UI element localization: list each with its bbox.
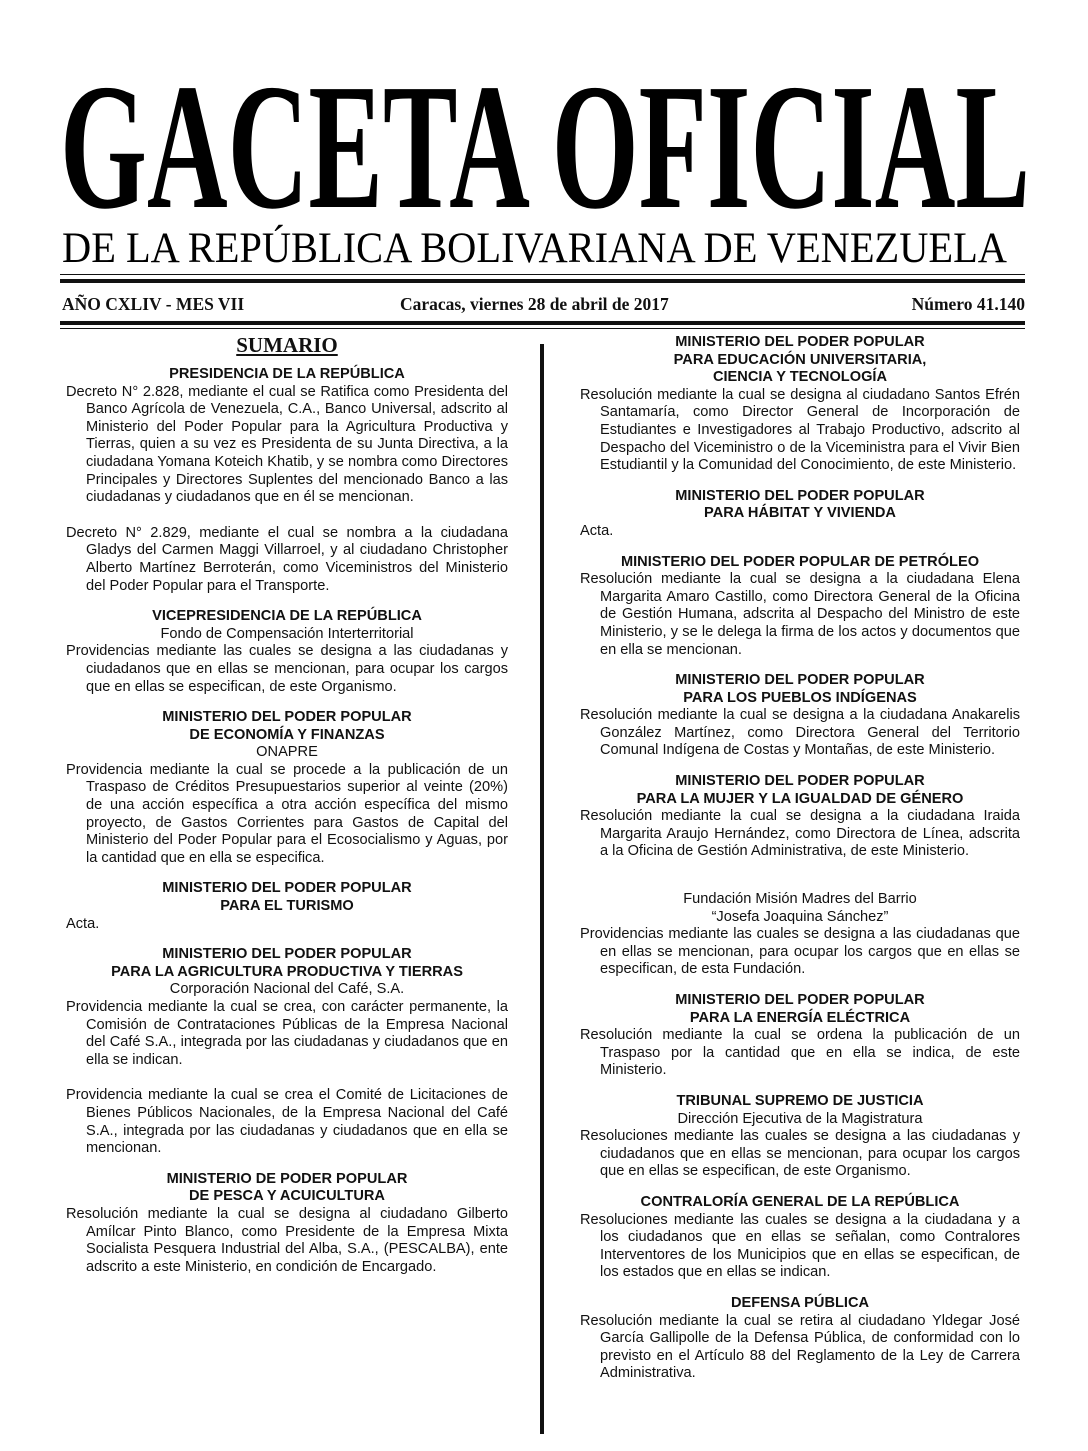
issue-line: [62, 294, 1025, 318]
section-indigenas: [580, 672, 1020, 760]
section-entry: Resolución mediante la cual se ordena la publicación de un Traspaso por la cantidad que en ella se indica, de este Ministerio.: [580, 1027, 1020, 1079]
section-entry: Acta.: [66, 915, 100, 932]
section-entry: Resolución mediante la cual se designa a la ciudadana Anakarelis González Martínez, como Directora General del Territorio Comunal Indígena de Costas y Montañas, de este Ministerio.: [580, 707, 1020, 759]
section-subheading: Dirección Ejecutiva de la Magistratura: [677, 1110, 923, 1127]
section-heading: PARA HÁBITAT Y VIVIENDA: [704, 505, 896, 522]
section-entry: Decreto N° 2.828, mediante el cual se Ratifica como Presidenta del Banco Agrícola de Venezuela, C.A., Banco Universal, adscrito al Ministerio del Poder Popular para la Agricultura Productiva y Tierras, quien a su vez es Presidenta de su Junta Directiva, a la ciudadana Yomana Koteich Khatib, y se nombra como Directores Principales y Directores Suplentes del mencionado Banco a las ciudadanas y ciudadanos que en él se mencionan.: [66, 383, 508, 506]
section-entry: Providencias mediante las cuales se designa a las ciudadanas y ciudadanos que en ellas se mencionan, para ocupar los cargos que en ellas se especifican, de este Organismo.: [66, 643, 508, 695]
section-heading: VICEPRESIDENCIA DE LA REPÚBLICA: [152, 608, 422, 625]
section-subheading: Fondo de Compensación Interterritorial: [160, 625, 414, 642]
masthead-title-text: GACETA OFICIAL: [60, 52, 1030, 232]
section-heading: MINISTERIO DEL PODER POPULAR: [162, 709, 412, 726]
issue-year-month: AÑO CXLIV - MES VII: [62, 294, 245, 314]
section-entry: Resoluciones mediante las cuales se designa a las ciudadanas y ciudadanos que en ellas se mencionan, para ocupar los cargos que en ellas se especifican, de este Organismo.: [580, 1128, 1020, 1180]
section-agricultura: [66, 946, 508, 1158]
masthead-subtitle-text: DE LA REPÚBLICA BOLIVARIANA DE VENEZUELA: [62, 225, 1007, 272]
section-entry: Resolución mediante la cual se retira al ciudadano Yldegar José García Gallipolle de la Defensa Pública, de conformidad con lo previsto en el Artículo 88 del Reglamento de la Ley de Carrera Administrativa.: [580, 1312, 1020, 1382]
section-educacion: [580, 334, 1020, 475]
section-heading: MINISTERIO DEL PODER POPULAR: [162, 880, 412, 897]
section-entry: Resolución mediante la cual se designa al ciudadano Gilberto Amílcar Pinto Blanco, como Presidente de la Empresa Mixta Socialista Pesquera Industrial del Alba, S.A., (PESCALBA), ente adscrito a este Ministerio, en condición de Encargado.: [66, 1205, 508, 1275]
section-heading: CIENCIA Y TECNOLOGÍA: [712, 369, 888, 386]
section-heading: MINISTERIO DEL PODER POPULAR: [675, 672, 925, 689]
section-subheading: Fundación Misión Madres del Barrio: [683, 891, 917, 908]
section-tsj: [580, 1093, 1020, 1181]
section-heading: MINISTERIO DEL PODER POPULAR: [675, 992, 925, 1008]
section-heading: PRESIDENCIA DE LA REPÚBLICA: [169, 366, 405, 382]
section-entry: Providencias mediante las cuales se designa a las ciudadanas que en ellas se mencionan, para ocupar los cargos que en ellas se especifican, de esta Fundación.: [580, 926, 1020, 978]
section-heading: CONTRALORÍA GENERAL DE LA REPÚBLICA: [640, 1193, 960, 1210]
section-energia: [580, 992, 1020, 1080]
section-entry: Resoluciones mediante las cuales se designa a la ciudadana y a los ciudadanos que en ellas se señalan, como Contralores Interventores de los Municipios que en ellas se especifican, de los estados que en ellas se indican.: [580, 1211, 1020, 1281]
section-entry: Resolución mediante la cual se designa al ciudadano Santos Efrén Santamaría, como Director General de Incorporación de Estudiantes e Investigadores al Trabajo Productivo, adscrito al Despacho del Viceministro o de la Viceministra para el Vivir Bien Estudiantil y la Comunidad del Conocimiento, de este Ministerio.: [580, 386, 1020, 474]
section-turismo: [66, 880, 508, 933]
section-entry: Providencia mediante la cual se crea, con carácter permanente, la Comisión de Contrataciones Públicas de la Empresa Nacional del Café S.A., integrada por las ciudadanas y ciudadanos que en ella se indican.: [66, 999, 508, 1068]
section-heading: TRIBUNAL SUPREMO DE JUSTICIA: [676, 1092, 924, 1109]
section-heading: DE PESCA Y ACUICULTURA: [189, 1188, 385, 1205]
section-entry: Resolución mediante la cual se designa a la ciudadana Iraida Margarita Araujo Hernández, como Directora de Línea, adscrita a la Oficina de Gestión Administrativa, de este Ministerio.: [580, 808, 1020, 860]
section-entry: Decreto N° 2.829, mediante el cual se nombra a la ciudadana Gladys del Carmen Maggi Villarroel, y al ciudadano Christopher Alberto Martínez Berroterán, como Viceministros del Ministerio del Poder Popular para el Transporte.: [66, 524, 508, 594]
section-entry: Providencia mediante la cual se crea el Comité de Licitaciones de Bienes Públicos Nacionales, de la Empresa Nacional del Café S.A., integrada por las ciudadanas y ciudadanos que en ella se mencionan.: [66, 1087, 508, 1157]
section-contraloria: [580, 1194, 1020, 1282]
section-heading: PARA LA AGRICULTURA PRODUCTIVA Y TIERRAS: [111, 963, 463, 980]
section-heading: MINISTERIO DEL PODER POPULAR: [675, 487, 925, 504]
section-heading: PARA EDUCACIÓN UNIVERSITARIA,: [673, 351, 927, 368]
section-heading: PARA EL TURISMO: [220, 898, 354, 915]
section-heading: MINISTERIO DEL PODER POPULAR: [675, 334, 925, 350]
section-heading: PARA LA MUJER Y LA IGUALDAD DE GÉNERO: [636, 790, 964, 807]
section-heading: DE ECONOMÍA Y FINANZAS: [189, 726, 385, 743]
section-heading: PARA LOS PUEBLOS INDÍGENAS: [683, 689, 917, 706]
section-petroleo: [580, 554, 1020, 660]
section-heading: MINISTERIO DE PODER POPULAR: [166, 1170, 408, 1187]
section-subheading: “Josefa Joaquina Sánchez”: [711, 908, 889, 925]
summary-title: SUMARIO: [236, 333, 338, 357]
section-heading: MINISTERIO DEL PODER POPULAR: [162, 946, 412, 963]
section-heading: PARA LA ENERGÍA ELÉCTRICA: [689, 1009, 911, 1026]
masthead-rule-bottom: [60, 279, 1025, 283]
section-entry: Providencia mediante la cual se procede a la publicación de un Traspaso de Créditos Presupuestarios superior al veinte (20%) de una acción específica a otra acción específica del mismo proyecto, de Gastos Corrientes para Gastos de Capital del Ministerio del Poder Popular para el Ecosocialismo y Aguas, por la cantidad que en ella se especifica.: [66, 761, 508, 866]
column-divider: [540, 344, 544, 1434]
section-entry: Resolución mediante la cual se designa a la ciudadana Elena Margarita Amaro Castillo, como Directora General de la Oficina de Gestión Humana, adscrita al Despacho del Ministro de este Ministerio, y se le delega la firma de los actos y documentos que en ella se mencionan.: [580, 571, 1020, 658]
section-heading: MINISTERIO DEL PODER POPULAR: [675, 773, 925, 790]
issue-rule-top: [60, 321, 1025, 325]
section-habitat: [580, 488, 1020, 541]
issue-rule-bottom: [60, 328, 1025, 329]
section-entry: Acta.: [580, 522, 614, 539]
section-subheading: ONAPRE: [256, 744, 318, 761]
section-subheading: Corporación Nacional del Café, S.A.: [169, 981, 405, 998]
section-pesca: [66, 1171, 508, 1277]
section-defensa: [580, 1295, 1020, 1383]
issue-place-date: Caracas, viernes 28 de abril de 2017: [400, 294, 669, 314]
section-vicepresidencia: [66, 608, 508, 696]
issue-number: Número 41.140: [911, 294, 1025, 314]
left-column: [66, 332, 508, 1289]
section-economia: [66, 709, 508, 867]
masthead-subtitle: [60, 222, 1035, 272]
section-heading: DEFENSA PÚBLICA: [730, 1294, 870, 1311]
section-presidencia: [66, 366, 508, 595]
right-column: [580, 334, 1020, 1396]
section-mujer: [580, 773, 1020, 979]
section-heading: MINISTERIO DEL PODER POPULAR DE PETRÓLEO: [620, 553, 980, 570]
masthead-title: [60, 52, 1035, 232]
masthead-rule-top: [60, 274, 1025, 275]
